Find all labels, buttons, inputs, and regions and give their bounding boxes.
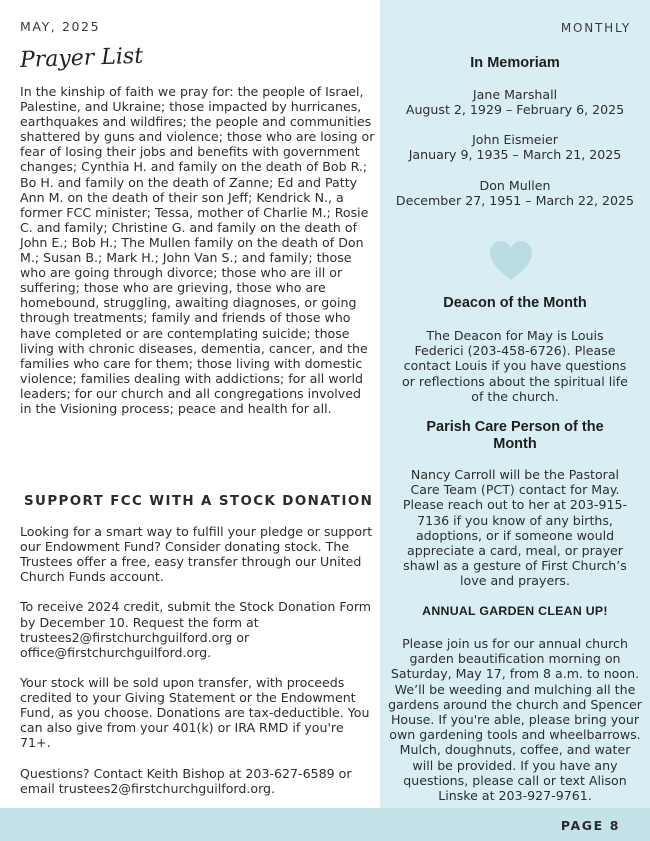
memoriam-dates: December 27, 1951 – March 22, 2025 — [395, 193, 635, 209]
prayer-list-title-text: Prayer List — [19, 43, 144, 74]
page-footer — [0, 808, 650, 841]
memoriam-dates: January 9, 1935 – March 21, 2025 — [408, 147, 622, 163]
prayer-list-text: In the kinship of faith we pray for: the people of Israel, Palestine, and Ukraine; those impacted by hurricanes, earthquakes and wildfires; the people and communities shattered by guns and violence; those who are losing or fear of losing their jobs and benefits with government changes; Cynthia H. and family on the death of Bob R.; Bo H. and family on the death of Zanne; Ed and Patty Ann M. on the death of their son Jeff; Kendrick N., a former FCC minister; Tessa, mother of Charlie M.; Rosie C. and family; Christine G. and family on the death of John E.; Bob H.; The Mullen family on the death of Don M.; Susan B.; Mark H.; John Van S.; and family; those who are going through divorce; those who are ill or suffering; those who are grieving, those who are homebound, struggling, awaiting diagnoses, or going through treatments; family and friends of those who have completed or are contemplating suicide; those living with chronic diseases, dementia, cancer, and the families who care for them; those living with domestic violence; families dealing with addictions; for all world leaders; for our church and all congregations involved in the Visioning process; peace and health for all. — [20, 84, 375, 416]
issue-frequency: MONTHLY — [560, 21, 631, 35]
stock-donation-body — [20, 524, 375, 811]
deacon-text: The Deacon for May is Louis Federici (203-458-6726). Please contact Louis if you have questions or reflections about the spiritual life of the church. — [402, 328, 628, 404]
prayer-list-script — [18, 40, 158, 80]
stock-paragraph: Looking for a smart way to fulfill your pledge or support our Endowment Fund? Consider donating stock. The Trustees offer a free, easy transfer through our United Church Funds account. — [20, 524, 373, 585]
stock-paragraph: Your stock will be sold upon transfer, with proceeds credited to your Giving Statement or the Endowment Fund, as you choose. Donations are tax-deductible. You can also give from your 401(k) or IRA RMD if you're 71+. — [20, 674, 370, 751]
memoriam-entry — [390, 132, 640, 162]
stock-paragraph: To receive 2024 credit, submit the Stock Donation Form by December 10. Request the form at trustees2@firstchurchguilford.org or office@firstchurchguilford.org. — [20, 599, 372, 660]
memoriam-name: John Eismeier — [472, 132, 558, 147]
page-number: PAGE 8 — [560, 818, 620, 833]
memoriam-entry — [390, 178, 640, 208]
garden-heading: ANNUAL GARDEN CLEAN UP! — [422, 604, 608, 618]
prayer-list-title — [18, 40, 158, 80]
memoriam-name: Jane Marshall — [472, 87, 558, 102]
stock-paragraph: Questions? Contact Keith Bishop at 203-627-6589 or email trustees2@firstchurchguilford.org. — [20, 765, 352, 796]
memoriam-heading: In Memoriam — [470, 55, 560, 71]
stock-donation-heading: SUPPORT FCC WITH A STOCK DONATION — [24, 494, 374, 509]
memoriam-entry — [390, 87, 640, 117]
deacon-heading: Deacon of the Month — [443, 295, 587, 311]
garden-text: Please join us for our annual church garden beautification morning on Saturday, May 17, from 8 a.m. to noon. We’ll be weeding and mulching all the gardens around the church and Spencer House. If you're able, please bring your own gardening tools and wheelbarrows. Mulch, doughnuts, coffee, and water will be provided. If you have any questions, please call or text Alison Linske at 203-927-9761. — [388, 636, 642, 804]
memoriam-name: Don Mullen — [479, 178, 551, 193]
memoriam-dates: August 2, 1929 – February 6, 2025 — [405, 102, 625, 118]
parish-care-heading: Parish Care Person of the Month — [426, 419, 604, 452]
parish-care-text: Nancy Carroll will be the Pastoral Care Team (PCT) contact for May. Please reach out to her at 203-915-7136 if you know of any births, adoptions, or if someone would appreciate a card, meal, or prayer shawl as a gesture of First Church’s love and prayers. — [402, 467, 628, 589]
heart-icon — [488, 240, 534, 282]
issue-date: MAY, 2025 — [20, 19, 101, 34]
